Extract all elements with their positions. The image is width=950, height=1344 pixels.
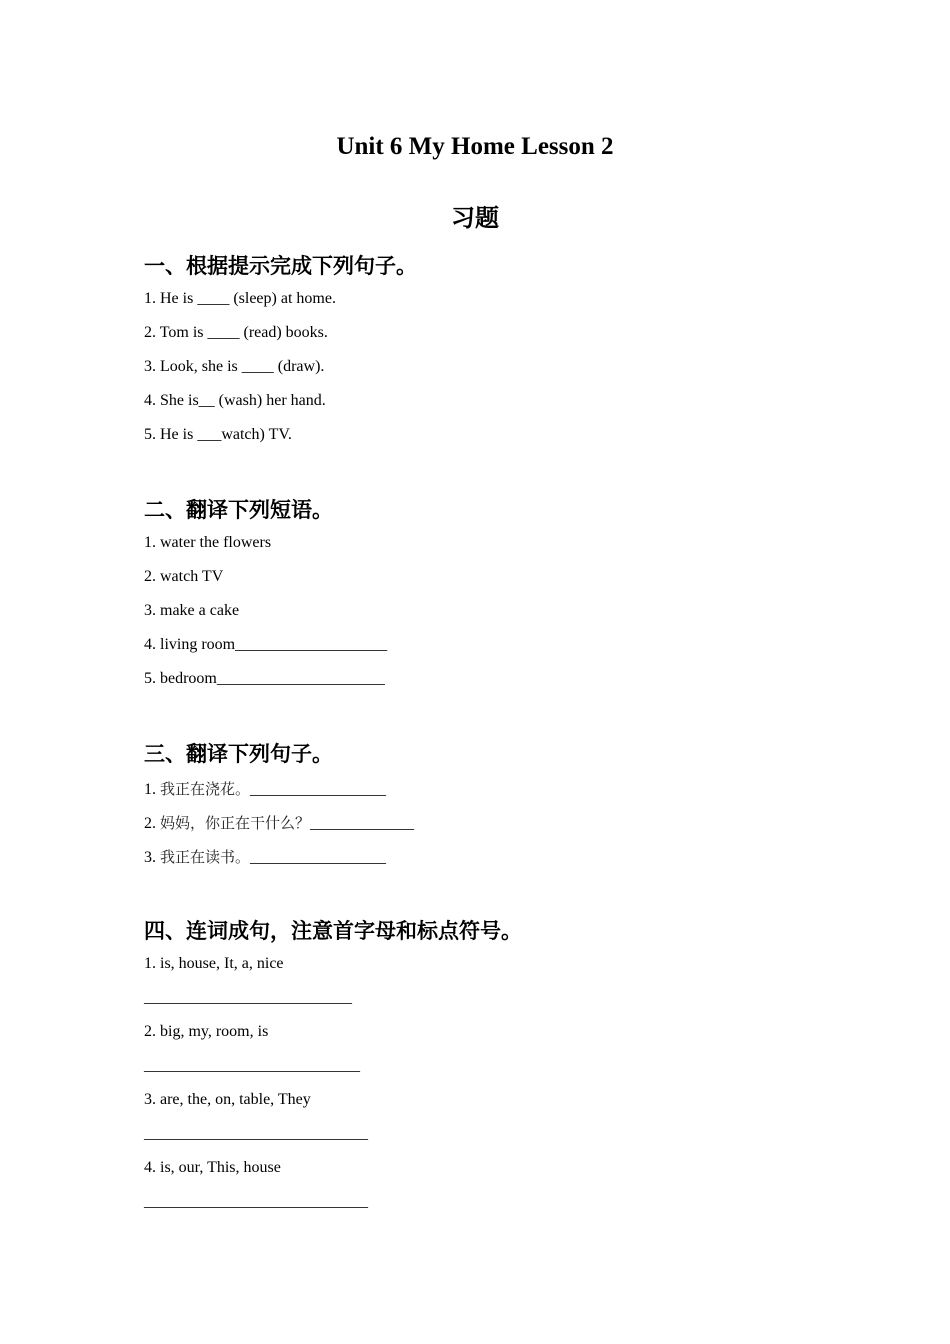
section-2-heading: 二、翻译下列短语。: [144, 498, 333, 522]
section-2-item: 3. make a cake: [144, 602, 240, 619]
section-2-item: 4. living room___________________: [144, 636, 388, 653]
answer-blank: ___________________________: [144, 1057, 360, 1074]
answer-blank: _________________: [250, 781, 387, 798]
section-1-item: 2. Tom is ____ (read) books.: [144, 324, 328, 341]
chinese-sentence: 我正在浇花。: [160, 780, 251, 798]
answer-blank: _________________: [250, 849, 387, 866]
section-1-item: 4. She is__ (wash) her hand.: [144, 392, 326, 409]
chinese-sentence: 妈妈，你正在干什么？: [160, 814, 311, 832]
section-1-item: 1. He is ____ (sleep) at home.: [144, 290, 336, 307]
section-3-item: [144, 778, 386, 799]
section-4-heading: 四、连词成句，注意首字母和标点符号。: [144, 919, 522, 943]
answer-blank: _____________: [310, 815, 415, 832]
section-4-item: 1. is, house, It, a, nice: [144, 955, 284, 972]
section-1-item: 3. Look, she is ____ (draw).: [144, 358, 325, 375]
section-1-item: 5. He is ___watch) TV.: [144, 426, 292, 443]
section-3-item: [144, 812, 414, 833]
section-4-item: 4. is, our, This, house: [144, 1159, 281, 1176]
answer-blank: ____________________________: [144, 1125, 368, 1142]
section-2-item: 2. watch TV: [144, 568, 224, 585]
section-1-heading: 一、根据提示完成下列句子。: [144, 254, 417, 278]
answer-blank: ____________________________: [144, 1193, 368, 1210]
section-4-item: 3. are, the, on, table, They: [144, 1091, 311, 1108]
item-number: 1.: [144, 781, 160, 798]
section-3-heading: 三、翻译下列句子。: [144, 742, 333, 766]
section-4-item: 2. big, my, room, is: [144, 1023, 269, 1040]
section-2-item: 5. bedroom_____________________: [144, 670, 385, 687]
page-title: Unit 6 My Home Lesson 2: [336, 133, 614, 160]
item-number: 2.: [144, 815, 160, 832]
item-number: 3.: [144, 849, 160, 866]
page-subtitle: 习题: [451, 204, 499, 232]
chinese-sentence: 我正在读书。: [160, 848, 251, 866]
answer-blank: __________________________: [144, 989, 352, 1006]
section-2-item: 1. water the flowers: [144, 534, 272, 551]
section-3-item: [144, 846, 386, 867]
